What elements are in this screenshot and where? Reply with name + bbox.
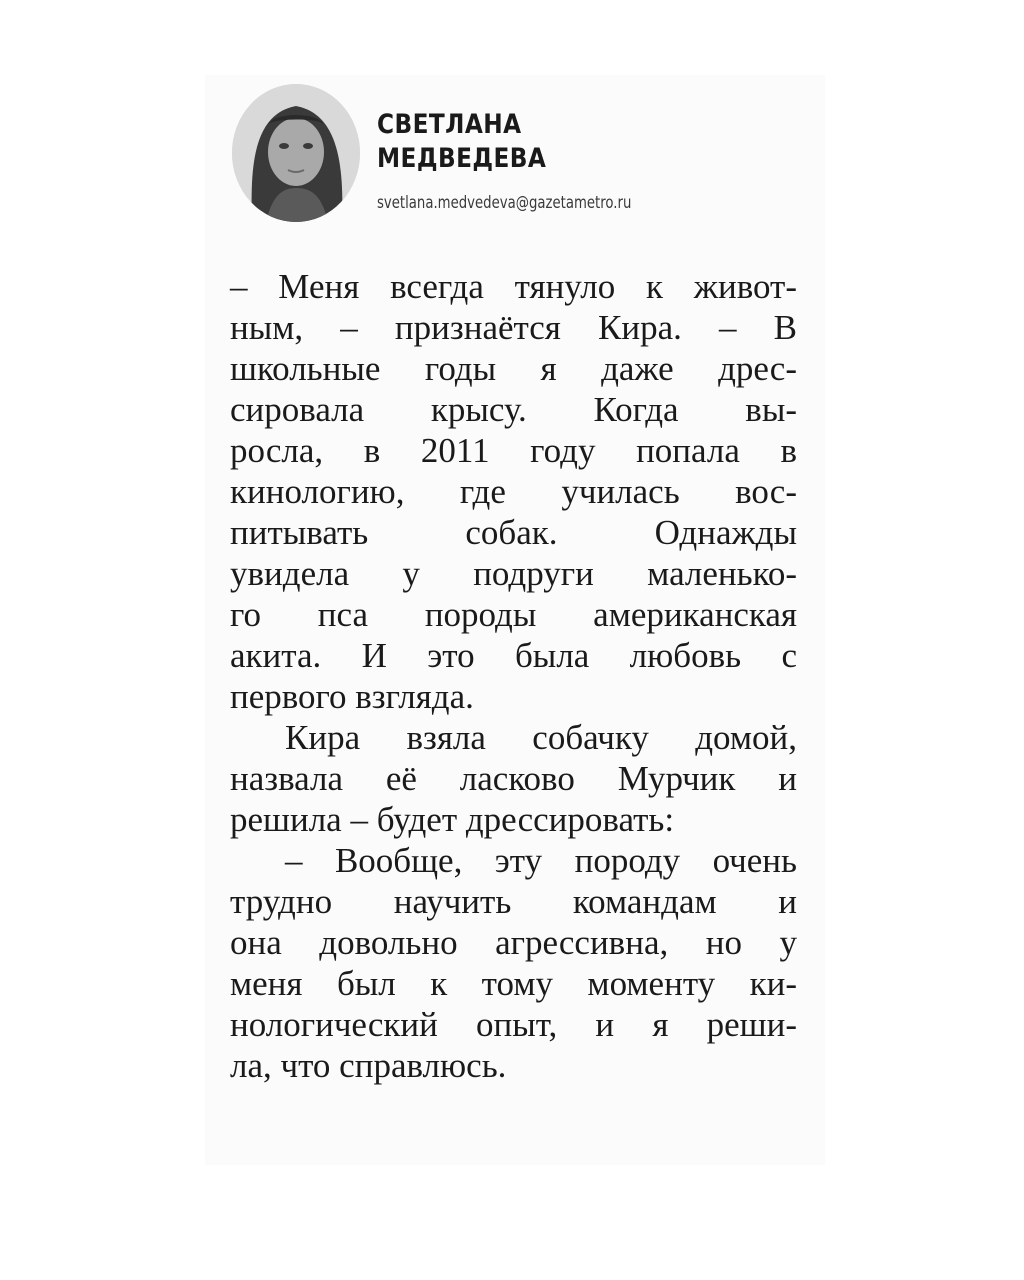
author-byline xyxy=(232,84,832,224)
author-last-name: МЕДВЕДЕВА xyxy=(377,143,547,174)
article-line: ным, – признаётся Кира. – В xyxy=(230,308,797,347)
article-line: нологический опыт, и я реши- xyxy=(230,1005,797,1044)
author-email: svetlana.medvedeva@gazetametro.ru xyxy=(377,193,632,213)
article-line: питывать собак. Однажды xyxy=(230,513,797,552)
author-first-name: СВЕТЛАНА xyxy=(377,109,522,140)
article-line: го пса породы американская xyxy=(230,595,797,634)
article-line: росла, в 2011 году попала в xyxy=(230,431,797,470)
article-line: ла, что справлюсь. xyxy=(230,1046,507,1085)
article-body xyxy=(230,266,797,1086)
article-line: меня был к тому моменту ки- xyxy=(230,964,797,1003)
article-line: первого взгляда. xyxy=(230,677,474,716)
article-line: акита. И это была любовь с xyxy=(230,636,797,675)
article-line: школьные годы я даже дрес- xyxy=(230,349,797,388)
author-name xyxy=(377,108,546,176)
article-line: решила – будет дрессировать: xyxy=(230,800,675,839)
article-line: увидела у подруги маленько- xyxy=(230,554,797,593)
article-line: назвала её ласково Мурчик и xyxy=(230,759,797,798)
article-line: – Вообще, эту породу очень xyxy=(285,841,797,880)
article-line: Кира взяла собачку домой, xyxy=(285,718,797,757)
article-line: она довольно агрессивна, но у xyxy=(230,923,797,962)
article-line: – Меня всегда тянуло к живот- xyxy=(230,267,797,306)
author-portrait-icon xyxy=(232,84,360,222)
article-line: трудно научить командам и xyxy=(230,882,797,921)
article-line: кинологию, где училась вос- xyxy=(230,472,797,511)
article-line: сировала крысу. Когда вы- xyxy=(230,390,797,429)
author-photo xyxy=(232,84,360,222)
